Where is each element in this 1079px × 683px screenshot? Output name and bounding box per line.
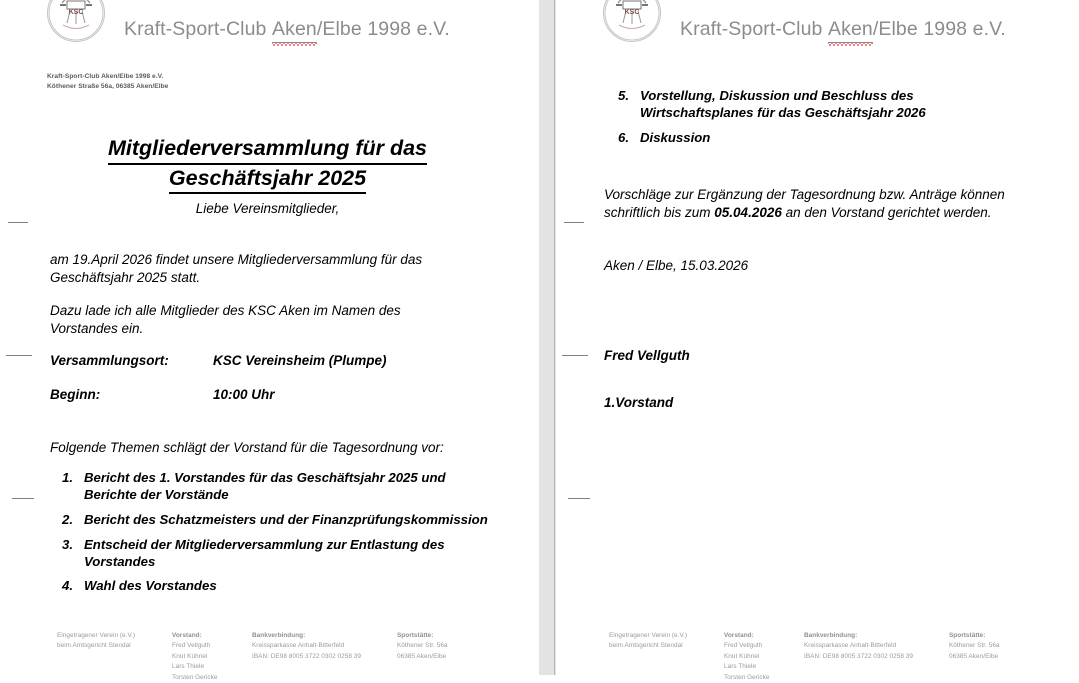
- list-item-label: Entscheid der Mitgliederversammlung zur Entlastung des Vorstandes: [84, 536, 445, 569]
- list-item-number: 4.: [62, 578, 73, 594]
- list-item-label: Bericht des Schatzmeisters und der Finanzprüfungskommission: [84, 511, 488, 527]
- list-item-label: Bericht des 1. Vorstandes für das Geschäftsjahr 2025 und Berichte der Vorstände: [84, 470, 446, 502]
- margin-tick-3: [12, 498, 34, 499]
- footer-board-member-3: Lars Thiele: [172, 663, 205, 671]
- footer-board-member-1: Fred Vellguth: [724, 642, 763, 650]
- detail-time: [50, 387, 275, 402]
- detail-place-label: Versammlungsort:: [50, 353, 169, 368]
- page-right: [556, 0, 1079, 681]
- footer-registration-line-2: beim Amtsgericht Stendal: [57, 642, 131, 650]
- footer-bank-iban: IBAN: DE98 8005 3722 0302 0258 39: [252, 652, 361, 660]
- footer-board-member-2: Knut Kühnel: [172, 652, 208, 660]
- list-item-number: 5.: [618, 88, 629, 103]
- footer-venue-street: Köthener Str. 56a: [397, 642, 448, 650]
- page-title-line-1: Mitgliederversammlung für das: [108, 135, 427, 165]
- intro-paragraph-1: am 19.April 2026 findet unsere Mitgliederversammlung für das Geschäftsjahr 2025 statt.: [50, 252, 423, 286]
- footer-col-board: [172, 631, 218, 683]
- footer-board-member-4: Torsten Gericke: [172, 673, 218, 681]
- footer-col-venue: [949, 631, 1000, 662]
- signature-name: Fred Vellguth: [604, 348, 690, 363]
- margin-tick-1: [564, 222, 584, 223]
- sender-line-1: Kraft-Sport-Club Aken/Elbe 1998 e.V.: [47, 73, 164, 80]
- submission-notice: [604, 186, 1049, 222]
- page-title: [50, 135, 485, 194]
- page-gutter-divider: [554, 0, 555, 675]
- page-right-header: [556, 0, 1079, 58]
- club-title-pre: Kraft-Sport-Club: [124, 18, 272, 40]
- footer-board-member-2: Knut Kühnel: [724, 652, 760, 660]
- footer-venue-street: Köthener Str. 56a: [949, 642, 1000, 650]
- margin-tick-2: [562, 355, 588, 356]
- footer-bank-heading: Bankverbindung:: [804, 632, 858, 639]
- signature-role: 1.Vorstand: [604, 395, 674, 410]
- club-title-post: /Elbe 1998 e.V.: [316, 18, 450, 40]
- list-item: [62, 512, 492, 529]
- club-title-misspelled-word[interactable]: Aken: [272, 18, 317, 43]
- footer-venue-heading: Sportstätte:: [397, 632, 434, 639]
- footer-col-registration: [57, 631, 135, 652]
- club-title-post: /Elbe 1998 e.V.: [872, 18, 1006, 40]
- footer-col-board: [724, 631, 770, 683]
- page-right-footer: [556, 631, 1079, 681]
- agenda-intro: Folgende Themen schlägt der Vorstand für die Tagesordnung vor:: [50, 440, 444, 455]
- footer-col-venue: [397, 631, 448, 662]
- footer-board-member-1: Fred Vellguth: [172, 642, 211, 650]
- page-left-header: [0, 0, 539, 58]
- footer-board-heading: Vorstand:: [724, 632, 754, 639]
- agenda-list-left: [62, 470, 492, 603]
- footer-registration-line-1: Eingetragener Verein (e.V.): [57, 632, 136, 639]
- list-item-label: Diskussion: [640, 129, 711, 145]
- sender-line-2: Köthener Straße 56a, 06385 Aken/Elbe: [47, 82, 169, 90]
- footer-registration-line-1: Eingetragener Verein (e.V.): [609, 632, 688, 639]
- list-item: [62, 578, 492, 595]
- agenda-list-right: [618, 88, 1028, 155]
- footer-col-bank: [252, 631, 361, 662]
- detail-place-value: KSC Vereinsheim (Plumpe): [213, 353, 387, 368]
- detail-place: [50, 353, 387, 368]
- logo-monogram: KSC: [68, 9, 84, 16]
- list-item-label: Vorstellung, Diskussion und Beschluss des Wirtschaftsplanes für das Geschäftsjahr 2026: [640, 88, 926, 120]
- page-left: [0, 0, 539, 681]
- detail-time-label: Beginn:: [50, 387, 101, 402]
- footer-board-heading: Vorstand:: [172, 632, 202, 639]
- footer-bank-name: Kreissparkasse Anhalt-Bitterfeld: [252, 642, 345, 650]
- club-logo-icon: [47, 0, 105, 42]
- page-left-footer: [0, 631, 539, 681]
- footer-registration-line-2: beim Amtsgericht Stendal: [609, 642, 683, 650]
- club-logo-icon: [603, 0, 661, 42]
- footer-board-member-3: Lars Thiele: [724, 663, 757, 671]
- footer-bank-name: Kreissparkasse Anhalt-Bitterfeld: [804, 642, 897, 650]
- list-item-number: 1.: [62, 470, 73, 485]
- footer-col-bank: [804, 631, 913, 662]
- margin-tick-1: [8, 222, 28, 223]
- club-title: [124, 18, 450, 43]
- list-item-number: 2.: [62, 511, 73, 527]
- club-title: [680, 18, 1006, 43]
- list-item-label: Wahl des Vorstandes: [84, 578, 217, 594]
- footer-venue-city: 06385 Aken/Elbe: [949, 652, 999, 660]
- submission-notice-post: an den Vorstand gerichtet werden.: [781, 205, 992, 221]
- intro-paragraph-2: Dazu lade ich alle Mitglieder des KSC Aken im Namen des Vorstandes ein.: [50, 303, 401, 337]
- submission-deadline: 05.04.2026: [714, 205, 782, 221]
- list-item: [618, 130, 1028, 147]
- list-item: [62, 537, 492, 571]
- list-item: [62, 470, 492, 504]
- margin-tick-3: [568, 498, 590, 499]
- club-title-pre: Kraft-Sport-Club: [680, 18, 828, 40]
- list-item: [618, 88, 1028, 122]
- footer-board-member-4: Torsten Gericke: [724, 673, 770, 681]
- footer-col-registration: [609, 631, 687, 652]
- list-item-number: 3.: [62, 536, 73, 552]
- footer-venue-city: 06385 Aken/Elbe: [397, 652, 447, 660]
- list-item-number: 6.: [618, 129, 629, 145]
- club-title-misspelled-word[interactable]: Aken: [828, 18, 873, 43]
- footer-bank-heading: Bankverbindung:: [252, 632, 306, 639]
- margin-tick-2: [6, 355, 32, 356]
- logo-monogram: KSC: [624, 9, 640, 16]
- sender-address: [47, 72, 168, 91]
- footer-venue-heading: Sportstätte:: [949, 632, 986, 639]
- page-title-line-2: Geschäftsjahr 2025: [169, 165, 366, 195]
- submission-notice-pre: Vorschläge zur Ergänzung der Tagesordnung bzw. Anträge können schriftlich bis zum: [604, 187, 1005, 221]
- salutation: Liebe Vereinsmitglieder,: [195, 201, 340, 216]
- footer-bank-iban: IBAN: DE98 8005 3722 0302 0258 39: [804, 652, 913, 660]
- detail-time-value: 10:00 Uhr: [213, 387, 275, 402]
- place-and-date: Aken / Elbe, 15.03.2026: [604, 258, 749, 273]
